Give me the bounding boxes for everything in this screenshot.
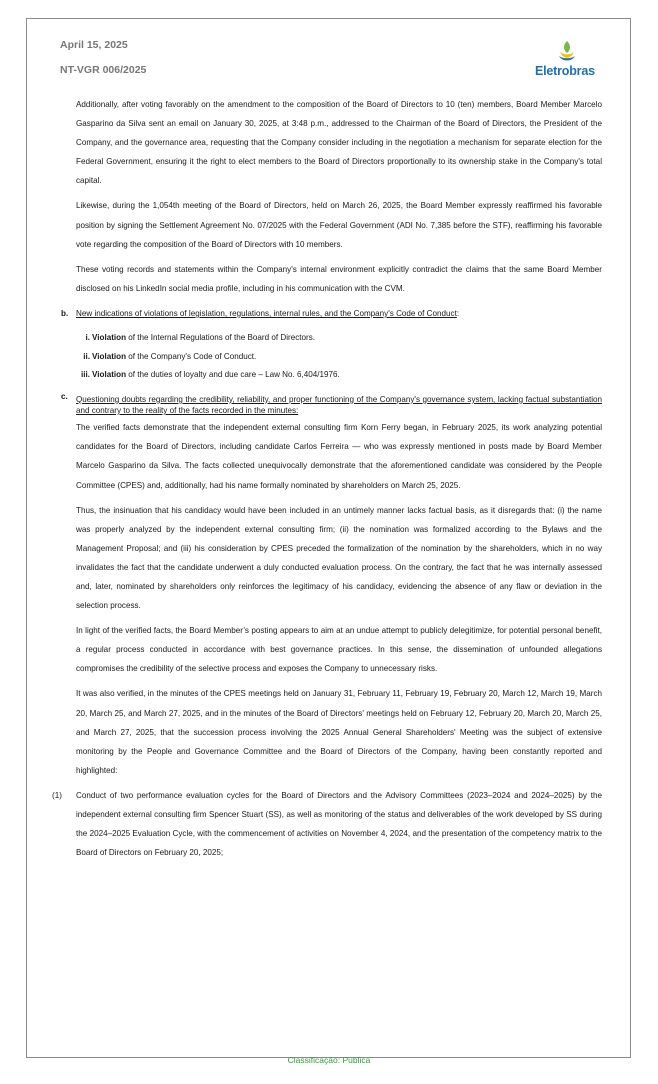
- violations-list: [76, 329, 602, 385]
- document-date: April 15, 2025: [60, 39, 128, 51]
- item-bold: Violation: [92, 351, 127, 361]
- section-title: New indications of violations of legislation, regulations, internal rules, and the Company's Code of Conduct: [76, 308, 457, 318]
- enum-label: (1): [52, 790, 62, 800]
- item-text: of the Company's Code of Conduct.: [126, 351, 257, 361]
- eletrobras-logo-icon: [557, 40, 577, 64]
- section-title-suffix: :: [456, 308, 460, 318]
- item-text: of the duties of loyalty and due care – Law No. 6,404/1976.: [126, 370, 340, 380]
- list-item: [76, 366, 602, 385]
- section-c: [61, 391, 602, 416]
- paragraph: Additionally, after voting favorably on the amendment to the composition of the Board of Directors to 10 (ten) members, Board Member Marcelo Gasparino da Silva sent an email on January 30, 2025, at 3:48 p.m., addressed to the Chairman of the Board of Directors, the President of the Company, and the governance area, requesting that the Company consider including in the negotiation a mechanism for separate election for the Federal Government, ensuring it the right to elect members to the Board of Directors proportionally to its ownership stake in the Company's total capital.: [76, 100, 602, 186]
- section-label: b.: [61, 308, 69, 318]
- classification-footer: Classificação: Publica: [287, 1055, 371, 1065]
- paragraph: The verified facts demonstrate that the independent external consulting firm Korn Ferry began, in February 2025, its work analyzing potential candidates for the Board of Directors, including candidate Carlos Ferreira — who was expressly mentioned in posts made by Board Member Marcelo Gasparino da Silva. The facts collected unequivocally demonstrate that the aforementioned candidate was considered by the People Committee (CPES) and, additionally, had his name formally nominated by shareholders on March 25, 2025.: [76, 423, 602, 490]
- paragraph: It was also verified, in the minutes of the CPES meetings held on January 31, February 11, February 19, February 20, March 12, March 19, March 20, March 25, and March 27, 2025, and in the minutes of the Board of Directors' meetings held on February 12, February 20, March 20, March 25, and March 27, 2025, that the succession process involving the 2025 Annual General Shareholders' Meeting was the subject of extensive monitoring by the People and Governance Committee and the Board of Directors of the Company, having been constantly reported and highlighted:: [76, 689, 602, 775]
- eletrobras-logo: [532, 40, 602, 80]
- paragraph: Thus, the insinuation that his candidacy would have been included in an untimely manner lacks factual basis, as it disregards that: (i) the name was properly analyzed by the independent external consulting firm; (ii) the nomination was formalized according to the Bylaws and the Management Proposal; and (iii) his consideration by CPES preceded the formalization of the nomination by the shareholders, which in no way invalidates the fact that the candidate underwent a duly conducted evaluation process. On the contrary, the fact that he was internally assessed and, later, nominated by shareholders only reinforces the legitimacy of his candidacy, evidencing the absence of any flaw or deviation in the selection process.: [76, 505, 602, 611]
- document-body: [52, 95, 602, 868]
- enumerated-item: [52, 786, 602, 862]
- paragraph: Likewise, during the 1,054th meeting of the Board of Directors, held on March 26, 2025, the Board Member expressly reaffirmed his favorable position by signing the Settlement Agreement No. 07/2025 with the Federal Government (ADI No. 7,385 before the STF), reaffirming his favorable vote regarding the composition of the Board of Directors with 10 members.: [76, 201, 602, 249]
- section-b: [61, 304, 602, 323]
- document-number: NT-VGR 006/2025: [60, 64, 147, 76]
- paragraph: These voting records and statements within the Company's internal environment explicitly contradict the claims that the same Board Member disclosed on his LinkedIn social media profile, including in his communication with the CVM.: [76, 264, 602, 293]
- item-text: of the Internal Regulations of the Board of Directors.: [126, 333, 315, 343]
- item-number: iii.: [81, 370, 90, 380]
- item-bold: Violation: [92, 333, 127, 343]
- section-label: c.: [61, 391, 68, 401]
- item-number: i.: [85, 333, 90, 343]
- list-item: [76, 348, 602, 367]
- logo-text: Eletrobras: [535, 64, 595, 78]
- paragraph: In light of the verified facts, the Board Member’s posting appears to aim at an undue attempt to publicly delegitimize, for potential personal benefit, a regular process conducted in accordance with best governance practices. In this sense, the dissemination of unfounded allegations compromises the credibility of the selective process and exposes the Company to unnecessary risks.: [76, 626, 602, 674]
- section-title: Questioning doubts regarding the credibility, reliability, and proper functioning of the Company's governance system, lacking factual substantiation and contrary to the reality of the facts recorded in the minutes:: [76, 394, 602, 416]
- list-item: [76, 329, 602, 348]
- item-bold: Violation: [92, 370, 127, 380]
- item-number: ii.: [83, 351, 90, 361]
- paragraph: Conduct of two performance evaluation cycles for the Board of Directors and the Advisory Committees (2023–2024 and 2024–2025) by the independent external consulting firm Spencer Stuart (SS), as well as monitoring of the status and deliverables of the work developed by SS during the 2024–2025 Evaluation Cycle, with the commencement of activities on November 4, 2024, and the presentation of the competency matrix to the Board of Directors on February 20, 2025;: [76, 790, 602, 858]
